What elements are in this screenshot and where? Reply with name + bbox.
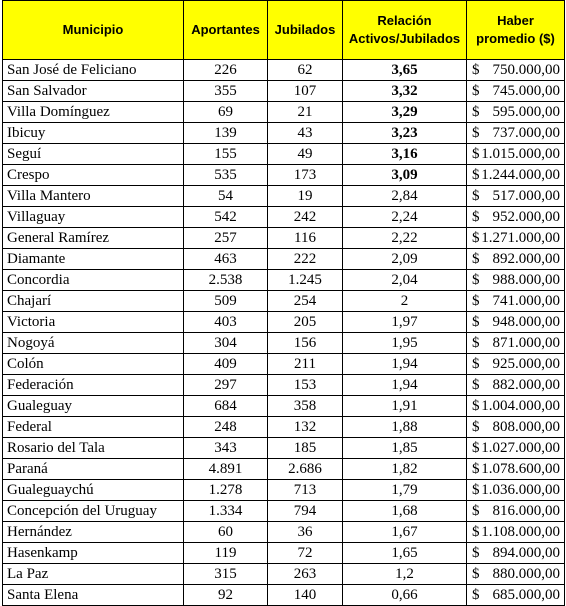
- cell-relacion: 3,09: [343, 165, 467, 186]
- cell-relacion: 1,88: [343, 417, 467, 438]
- cell-aportantes: 315: [184, 564, 268, 585]
- header-aportantes: Aportantes: [184, 1, 268, 60]
- cell-relacion: 2,24: [343, 207, 467, 228]
- currency-symbol: $: [472, 419, 480, 435]
- cell-jubilados: 140: [268, 585, 343, 606]
- table-row: [3, 81, 565, 102]
- table-row: [3, 501, 565, 522]
- cell-relacion: 0,66: [343, 585, 467, 606]
- cell-jubilados: 21: [268, 102, 343, 123]
- cell-municipio: General Ramírez: [3, 228, 184, 249]
- currency-symbol: $: [472, 209, 480, 225]
- header-relacion: [343, 1, 467, 60]
- header-haber-line2: promedio ($): [476, 31, 555, 46]
- haber-amount: 745.000,00: [492, 83, 560, 99]
- header-municipio: Municipio: [3, 1, 184, 60]
- cell-jubilados: 49: [268, 144, 343, 165]
- cell-relacion: 1,68: [343, 501, 467, 522]
- cell-aportantes: 60: [184, 522, 268, 543]
- currency-symbol: $: [472, 461, 480, 477]
- cell-jubilados: 107: [268, 81, 343, 102]
- cell-aportantes: 355: [184, 81, 268, 102]
- cell-jubilados: 62: [268, 60, 343, 81]
- cell-relacion: 1,95: [343, 333, 467, 354]
- haber-amount: 1.015.000,00: [481, 146, 560, 162]
- cell-municipio: Chajarí: [3, 291, 184, 312]
- cell-jubilados: 72: [268, 543, 343, 564]
- cell-aportantes: 4.891: [184, 459, 268, 480]
- cell-relacion: 1,82: [343, 459, 467, 480]
- cell-aportantes: 403: [184, 312, 268, 333]
- cell-municipio: Colón: [3, 354, 184, 375]
- cell-jubilados: 153: [268, 375, 343, 396]
- haber-amount: 892.000,00: [492, 251, 560, 267]
- haber-amount: 1.244.000,00: [481, 167, 560, 183]
- cell-municipio: Victoria: [3, 312, 184, 333]
- haber-amount: 1.027.000,00: [481, 440, 560, 456]
- cell-haber: [467, 81, 565, 102]
- currency-symbol: $: [472, 440, 480, 456]
- haber-amount: 925.000,00: [492, 356, 560, 372]
- haber-amount: 808.000,00: [492, 419, 560, 435]
- table-row: [3, 354, 565, 375]
- cell-aportantes: 92: [184, 585, 268, 606]
- table-row: [3, 375, 565, 396]
- table-row: [3, 291, 565, 312]
- cell-jubilados: 263: [268, 564, 343, 585]
- table-row: [3, 585, 565, 606]
- cell-municipio: San José de Feliciano: [3, 60, 184, 81]
- cell-relacion: 1,91: [343, 396, 467, 417]
- cell-haber: [467, 564, 565, 585]
- currency-symbol: $: [472, 587, 480, 603]
- cell-relacion: 3,23: [343, 123, 467, 144]
- cell-municipio: Crespo: [3, 165, 184, 186]
- cell-haber: [467, 417, 565, 438]
- cell-relacion: 1,2: [343, 564, 467, 585]
- cell-municipio: Ibicuy: [3, 123, 184, 144]
- cell-jubilados: 173: [268, 165, 343, 186]
- cell-aportantes: 69: [184, 102, 268, 123]
- cell-aportantes: 684: [184, 396, 268, 417]
- cell-relacion: 2,84: [343, 186, 467, 207]
- haber-amount: 1.036.000,00: [481, 482, 560, 498]
- cell-relacion: 1,67: [343, 522, 467, 543]
- currency-symbol: $: [472, 503, 480, 519]
- haber-amount: 988.000,00: [492, 272, 560, 288]
- haber-amount: 737.000,00: [492, 125, 560, 141]
- currency-symbol: $: [472, 398, 480, 414]
- cell-aportantes: 509: [184, 291, 268, 312]
- cell-haber: [467, 312, 565, 333]
- cell-haber: [467, 585, 565, 606]
- cell-aportantes: 2.538: [184, 270, 268, 291]
- table-row: [3, 207, 565, 228]
- cell-municipio: Hasenkamp: [3, 543, 184, 564]
- cell-haber: [467, 249, 565, 270]
- cell-relacion: 3,29: [343, 102, 467, 123]
- cell-haber: [467, 543, 565, 564]
- haber-amount: 741.000,00: [492, 293, 560, 309]
- cell-aportantes: 1.278: [184, 480, 268, 501]
- cell-municipio: Seguí: [3, 144, 184, 165]
- table-row: [3, 144, 565, 165]
- cell-haber: [467, 480, 565, 501]
- currency-symbol: $: [472, 146, 480, 162]
- cell-haber: [467, 207, 565, 228]
- cell-haber: [467, 459, 565, 480]
- cell-aportantes: 535: [184, 165, 268, 186]
- cell-relacion: 3,65: [343, 60, 467, 81]
- table-row: [3, 165, 565, 186]
- cell-jubilados: 242: [268, 207, 343, 228]
- currency-symbol: $: [472, 83, 480, 99]
- cell-aportantes: 463: [184, 249, 268, 270]
- currency-symbol: $: [472, 335, 480, 351]
- cell-aportantes: 119: [184, 543, 268, 564]
- cell-jubilados: 43: [268, 123, 343, 144]
- cell-haber: [467, 60, 565, 81]
- table-row: [3, 333, 565, 354]
- cell-haber: [467, 333, 565, 354]
- cell-aportantes: 343: [184, 438, 268, 459]
- haber-amount: 685.000,00: [492, 587, 560, 603]
- cell-jubilados: 254: [268, 291, 343, 312]
- table-row: [3, 228, 565, 249]
- cell-municipio: Villa Domínguez: [3, 102, 184, 123]
- header-relacion-line1: Relación: [377, 13, 432, 28]
- cell-municipio: Diamante: [3, 249, 184, 270]
- cell-municipio: Paraná: [3, 459, 184, 480]
- haber-amount: 1.004.000,00: [481, 398, 560, 414]
- haber-amount: 894.000,00: [492, 545, 560, 561]
- cell-aportantes: 248: [184, 417, 268, 438]
- haber-amount: 880.000,00: [492, 566, 560, 582]
- haber-amount: 948.000,00: [492, 314, 560, 330]
- table-row: [3, 312, 565, 333]
- table-row: [3, 123, 565, 144]
- table-row: [3, 459, 565, 480]
- haber-amount: 750.000,00: [492, 62, 560, 78]
- cell-relacion: 1,94: [343, 354, 467, 375]
- cell-aportantes: 139: [184, 123, 268, 144]
- cell-jubilados: 132: [268, 417, 343, 438]
- currency-symbol: $: [472, 314, 480, 330]
- table-row: [3, 564, 565, 585]
- currency-symbol: $: [472, 62, 480, 78]
- header-haber: [467, 1, 565, 60]
- cell-haber: [467, 375, 565, 396]
- cell-relacion: 2: [343, 291, 467, 312]
- cell-jubilados: 156: [268, 333, 343, 354]
- cell-haber: [467, 354, 565, 375]
- cell-jubilados: 1.245: [268, 270, 343, 291]
- currency-symbol: $: [472, 188, 480, 204]
- table-row: [3, 186, 565, 207]
- haber-amount: 517.000,00: [492, 188, 560, 204]
- haber-amount: 1.108.000,00: [481, 524, 560, 540]
- cell-aportantes: 409: [184, 354, 268, 375]
- cell-municipio: Gualeguay: [3, 396, 184, 417]
- currency-symbol: $: [472, 293, 480, 309]
- currency-symbol: $: [472, 230, 480, 246]
- cell-municipio: Gualeguaychú: [3, 480, 184, 501]
- cell-relacion: 1,97: [343, 312, 467, 333]
- cell-municipio: Nogoyá: [3, 333, 184, 354]
- cell-relacion: 1,65: [343, 543, 467, 564]
- cell-jubilados: 211: [268, 354, 343, 375]
- cell-aportantes: 542: [184, 207, 268, 228]
- cell-relacion: 3,32: [343, 81, 467, 102]
- cell-relacion: 1,85: [343, 438, 467, 459]
- cell-municipio: Villaguay: [3, 207, 184, 228]
- currency-symbol: $: [472, 566, 480, 582]
- table-row: [3, 438, 565, 459]
- haber-amount: 952.000,00: [492, 209, 560, 225]
- cell-jubilados: 713: [268, 480, 343, 501]
- cell-relacion: 2,04: [343, 270, 467, 291]
- cell-municipio: Hernández: [3, 522, 184, 543]
- cell-aportantes: 304: [184, 333, 268, 354]
- table-row: [3, 396, 565, 417]
- currency-symbol: $: [472, 524, 480, 540]
- cell-haber: [467, 123, 565, 144]
- haber-amount: 1.078.600,00: [481, 461, 560, 477]
- cell-haber: [467, 102, 565, 123]
- table-row: [3, 270, 565, 291]
- cell-jubilados: 185: [268, 438, 343, 459]
- haber-amount: 816.000,00: [492, 503, 560, 519]
- cell-municipio: San Salvador: [3, 81, 184, 102]
- currency-symbol: $: [472, 125, 480, 141]
- cell-aportantes: 226: [184, 60, 268, 81]
- header-row: [3, 1, 565, 60]
- table-body: [3, 60, 565, 606]
- cell-municipio: Federación: [3, 375, 184, 396]
- cell-jubilados: 205: [268, 312, 343, 333]
- currency-symbol: $: [472, 104, 480, 120]
- cell-municipio: Concordia: [3, 270, 184, 291]
- cell-jubilados: 19: [268, 186, 343, 207]
- cell-haber: [467, 165, 565, 186]
- cell-municipio: La Paz: [3, 564, 184, 585]
- table-row: [3, 543, 565, 564]
- cell-relacion: 2,22: [343, 228, 467, 249]
- cell-municipio: Concepción del Uruguay: [3, 501, 184, 522]
- table-row: [3, 60, 565, 81]
- cell-haber: [467, 270, 565, 291]
- header-jubilados: Jubilados: [268, 1, 343, 60]
- currency-symbol: $: [472, 167, 480, 183]
- cell-relacion: 1,94: [343, 375, 467, 396]
- cell-haber: [467, 291, 565, 312]
- currency-symbol: $: [472, 377, 480, 393]
- cell-haber: [467, 144, 565, 165]
- municipal-pension-table: [2, 0, 565, 606]
- cell-aportantes: 54: [184, 186, 268, 207]
- table-row: [3, 480, 565, 501]
- cell-aportantes: 155: [184, 144, 268, 165]
- cell-haber: [467, 501, 565, 522]
- cell-jubilados: 36: [268, 522, 343, 543]
- cell-aportantes: 257: [184, 228, 268, 249]
- table-row: [3, 249, 565, 270]
- cell-jubilados: 116: [268, 228, 343, 249]
- cell-haber: [467, 438, 565, 459]
- cell-jubilados: 222: [268, 249, 343, 270]
- currency-symbol: $: [472, 272, 480, 288]
- header-haber-line1: Haber: [497, 13, 534, 28]
- haber-amount: 1.271.000,00: [481, 230, 560, 246]
- cell-jubilados: 358: [268, 396, 343, 417]
- cell-haber: [467, 228, 565, 249]
- haber-amount: 882.000,00: [492, 377, 560, 393]
- cell-haber: [467, 396, 565, 417]
- cell-relacion: 3,16: [343, 144, 467, 165]
- cell-relacion: 2,09: [343, 249, 467, 270]
- cell-municipio: Villa Mantero: [3, 186, 184, 207]
- haber-amount: 871.000,00: [492, 335, 560, 351]
- table-row: [3, 417, 565, 438]
- cell-municipio: Federal: [3, 417, 184, 438]
- haber-amount: 595.000,00: [492, 104, 560, 120]
- currency-symbol: $: [472, 356, 480, 372]
- currency-symbol: $: [472, 482, 480, 498]
- currency-symbol: $: [472, 251, 480, 267]
- table-row: [3, 522, 565, 543]
- cell-relacion: 1,79: [343, 480, 467, 501]
- cell-aportantes: 1.334: [184, 501, 268, 522]
- currency-symbol: $: [472, 545, 480, 561]
- cell-jubilados: 2.686: [268, 459, 343, 480]
- cell-haber: [467, 522, 565, 543]
- cell-aportantes: 297: [184, 375, 268, 396]
- cell-municipio: Santa Elena: [3, 585, 184, 606]
- header-relacion-line2: Activos/Jubilados: [348, 31, 461, 46]
- cell-jubilados: 794: [268, 501, 343, 522]
- table-row: [3, 102, 565, 123]
- cell-municipio: Rosario del Tala: [3, 438, 184, 459]
- cell-haber: [467, 186, 565, 207]
